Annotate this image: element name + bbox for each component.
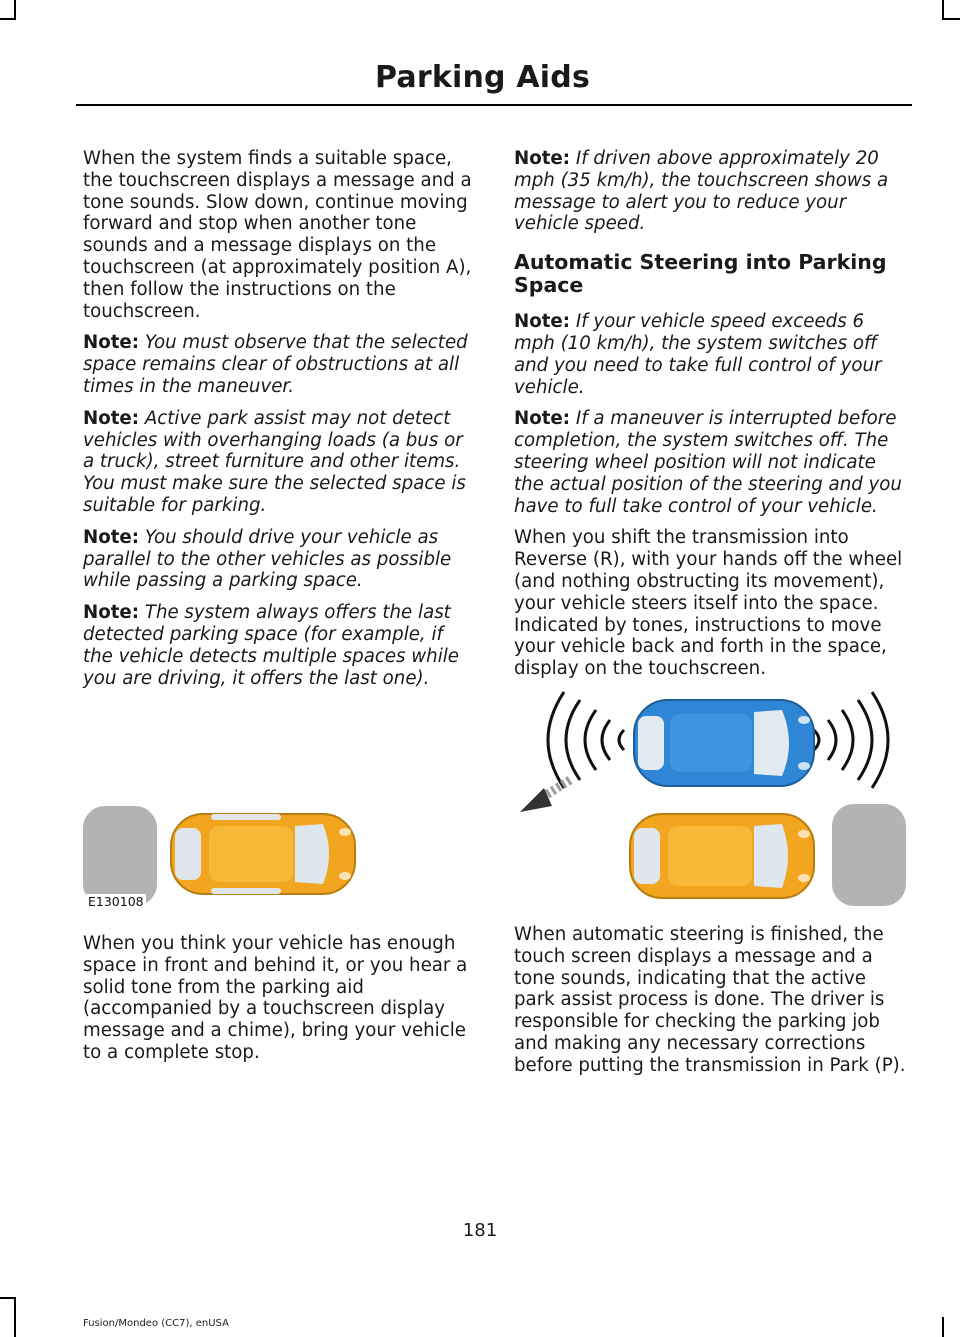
- header-rule: [76, 104, 912, 106]
- parked-car-icon: [630, 814, 814, 898]
- note-text: If driven above approximately 20 mph (35 km/h), the touchscreen shows a message to alert you to reduce your vehicle speed.: [514, 148, 889, 235]
- crop-mark: [942, 18, 960, 20]
- crop-mark: [942, 0, 944, 20]
- note-label: Note:: [514, 408, 571, 430]
- paragraph: When you think your vehicle has enough space in front and behind it, or you hear a solid tone from the parking aid (accompanied by a touchscreen display message and a chime), bring your vehicle to a complete stop.: [83, 933, 468, 1063]
- sensor-wave-icon: [814, 692, 888, 788]
- figure-code: E130108: [88, 894, 144, 909]
- footer: Fusion/Mondeo (CC7), enUSA: [83, 1318, 229, 1329]
- note-text: You must observe that the selected space remains clear of obstructions at all times in the maneuver.: [83, 332, 468, 397]
- note: [514, 408, 907, 517]
- note-text: The system always offers the last detected parking space (for example, if the vehicle detects multiple spaces while you are driving, it offers the last one).: [83, 602, 459, 689]
- sensor-wave-icon: [548, 692, 624, 788]
- right-column: [514, 148, 907, 690]
- note-label: Note:: [514, 148, 571, 169]
- note-label: Note:: [83, 602, 140, 624]
- crop-mark: [942, 1317, 944, 1337]
- crop-mark: [0, 1297, 16, 1299]
- note: [83, 332, 476, 397]
- note: [514, 311, 907, 398]
- curb-block: [832, 804, 906, 906]
- paragraph: When you shift the transmission into Reverse (R), with your hands off the wheel (and nothing obstructing its movement), your vehicle steers itself into the space. Indicated by tones, instructions to move your vehicle back and forth in the space, display on the touchscreen.: [514, 527, 903, 680]
- note: [83, 602, 476, 689]
- crop-mark: [14, 1297, 16, 1337]
- note-label: Note:: [83, 407, 140, 429]
- note-text: You should drive your vehicle as parallel to the other vehicles as possible while passing a parking space.: [83, 526, 452, 592]
- steering-illustration: [514, 688, 906, 910]
- section-heading: Automatic Steering into Parking Space: [514, 250, 887, 298]
- paragraph: When the system finds a suitable space, the touchscreen displays a message and a tone sounds. Slow down, continue moving forward and stop when another tone sounds and a message displays on the touchscreen (at approximately position A), then follow the instructions on the touchscreen.: [83, 148, 472, 322]
- crop-mark: [14, 0, 16, 20]
- curb-block: [83, 806, 157, 906]
- note-text: If a maneuver is interrupted before completion, the system switches off. The steering wheel position will not indicate the actual position of the steering and you have to full take control of your vehicle.: [514, 408, 902, 517]
- reverse-arrow-icon: [520, 780, 570, 812]
- parked-car-icon: [171, 814, 355, 894]
- note: [83, 527, 476, 592]
- parking-figure-left: [83, 800, 473, 910]
- left-column: [83, 148, 476, 699]
- paragraph: When automatic steering is finished, the touch screen displays a message and a tone sounds, indicating that the active park assist process is done. The driver is responsible for checking the parking job and making any necessary corrections before putting the transmission in Park (P).: [514, 924, 906, 1076]
- parking-figure-right: [514, 688, 906, 910]
- note: [83, 408, 476, 517]
- crop-mark: [0, 18, 16, 20]
- page-title: Parking Aids: [375, 60, 590, 95]
- note-text: Active park assist may not detect vehicles with overhanging loads (a bus or a truck), street furniture and other items. You must make sure the selected space is suitable for parking.: [83, 407, 466, 516]
- own-car-icon: [634, 700, 814, 786]
- note-label: Note:: [83, 332, 140, 354]
- note: [514, 148, 907, 235]
- page-number: 181: [462, 1220, 498, 1241]
- note-label: Note:: [83, 526, 140, 548]
- note-text: If your vehicle speed exceeds 6 mph (10 km/h), the system switches off and you need to take full control of your vehicle.: [514, 311, 882, 398]
- note-label: Note:: [514, 311, 571, 333]
